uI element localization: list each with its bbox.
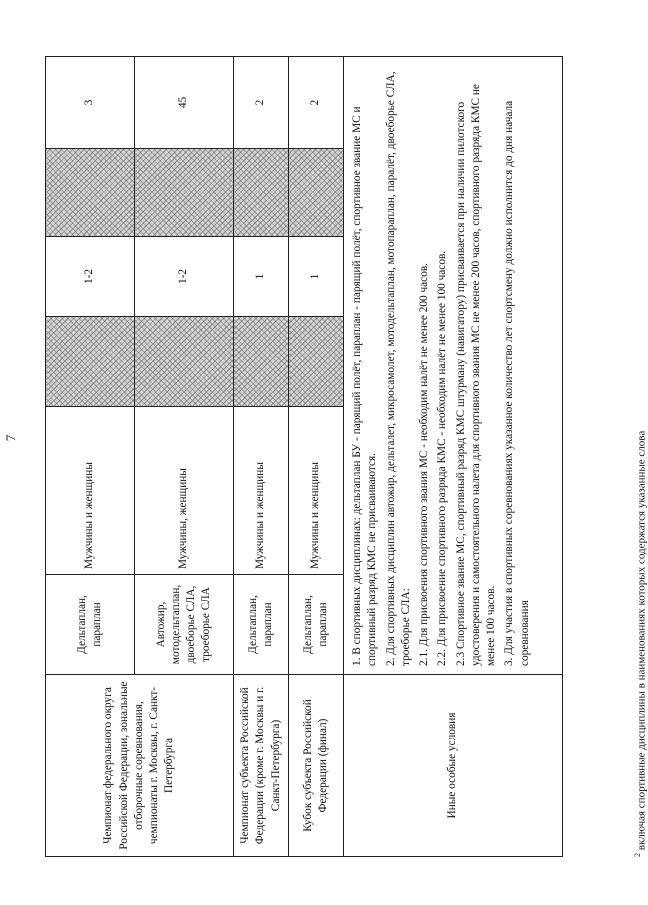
shaded-cell [135, 149, 234, 237]
discipline-cell: Дельтаплан, параплан [46, 575, 135, 675]
note-item: 1. В спортивных дисциплинах: дельтаплан БУ - парящий полёт, параплан - парящий полёт, спортивное звание МС и спортивный разряд КМС не присваиваются. [351, 106, 379, 666]
value-cell: 2 [289, 57, 344, 149]
value-cell: 3 [46, 57, 135, 149]
value-cell: 2 [234, 57, 289, 149]
table-row [344, 57, 563, 857]
discipline-cell: Автожир, мотодельтаплан, двоеборье СЛА, троеборье СЛА [135, 575, 234, 675]
note-item: 2.2. Для присвоение спортивного разряда КМС - необходим налёт не менее 100 часов. [436, 250, 449, 666]
competition-cell: Чемпионат субъекта Российской Федерации (кроме г. Москвы и г. Санкт-Петербурга) [234, 675, 289, 857]
footnote-mark: 2 [633, 853, 642, 857]
norms-table [45, 56, 563, 857]
participants-cell: Мужчины и женщины [289, 407, 344, 575]
discipline-cell: Дельтаплан, параплан [289, 575, 344, 675]
rotated-content [45, 57, 648, 857]
shaded-cell [46, 149, 135, 237]
category-cell: 1 [289, 237, 344, 317]
special-conditions-label: Иные особые условия [344, 675, 563, 857]
shaded-cell [135, 317, 234, 407]
value-cell: 45 [135, 57, 234, 149]
page-number: 7 [3, 434, 18, 442]
category-cell: 1-2 [135, 237, 234, 317]
category-cell: 1 [234, 237, 289, 317]
shaded-cell [289, 149, 344, 237]
shaded-cell [289, 317, 344, 407]
table-row [234, 57, 289, 857]
participants-cell: Мужчины, женщины [135, 407, 234, 575]
footnote [633, 57, 648, 857]
shaded-cell [46, 317, 135, 407]
note-item: 2.3 Спортивное звание МС, спортивный разряд КМС штурману (навигатору) присваивается при наличии пилотского удостоверения и самостоятельного налета для спортивного звания МС не менее 200 часов, спортивного разряда КМС не менее 100 часов. [454, 84, 497, 666]
note-item: 2.1. Для присвоения спортивного звания МС - необходим налёт не менее 200 часов. [418, 263, 430, 666]
participants-cell: Мужчины и женщины [46, 407, 135, 575]
category-cell: 1-2 [46, 237, 135, 317]
footnote-text: включая спортивные дисциплины в наименованиях которых содержатся указанные слова [635, 430, 648, 851]
competition-cell: Чемпионат федерального округа Российской Федерации, зональные отборочные соревнования, чемпионаты г. Москвы, г. Санкт-Петербурга [46, 675, 234, 857]
note-item: 3. Для участия в спортивных соревнованиях указанное количество лет спортсмену должно исполнится до дня начала соревнования [503, 100, 531, 666]
shaded-cell [234, 317, 289, 407]
note-item: 2. Для спортивных дисциплин автожир, дельталет, микросамолет, мотодельтаплан, мотопараплан, паралёт, двоеборье СЛА, троеборье СЛА: [384, 71, 412, 666]
special-conditions-notes [344, 57, 563, 675]
table-row [46, 57, 135, 857]
discipline-cell: Дельтаплан, параплан [234, 575, 289, 675]
participants-cell: Мужчины и женщины [234, 407, 289, 575]
competition-cell: Кубок субъекта Российской Федерации (финал) [289, 675, 344, 857]
table-row [289, 57, 344, 857]
shaded-cell [234, 149, 289, 237]
